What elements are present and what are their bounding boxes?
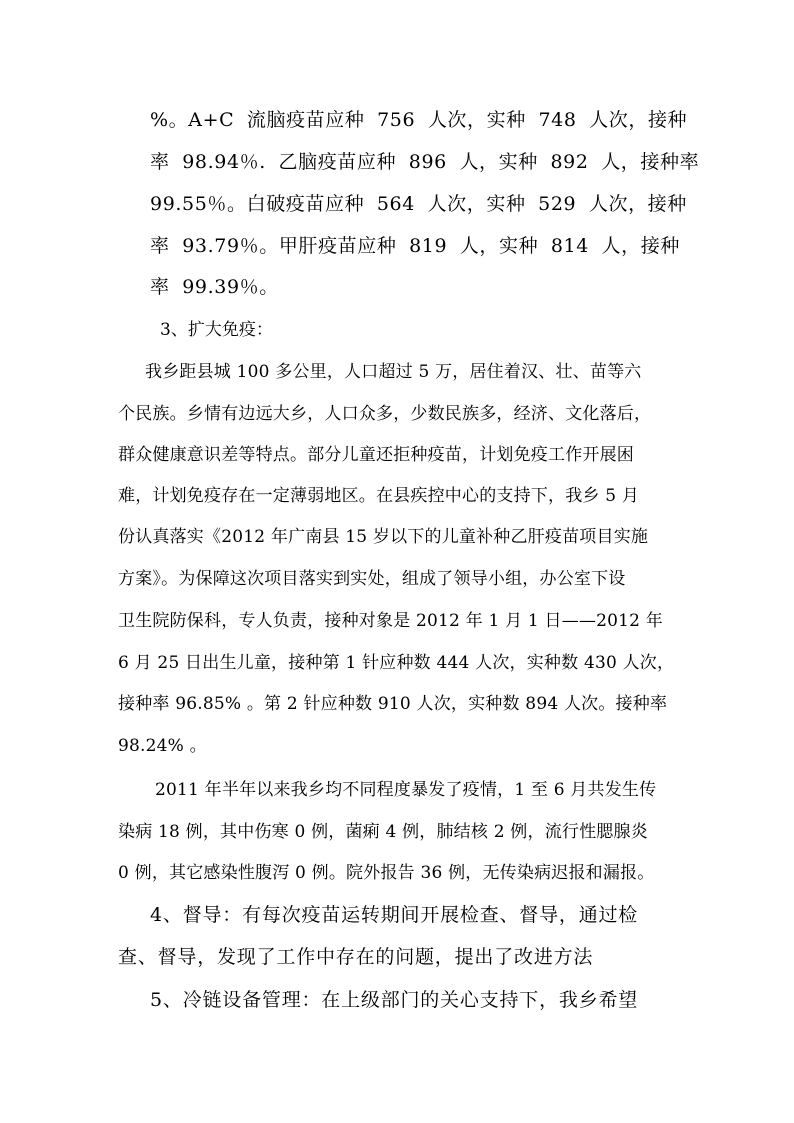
text-line: 率 99.39％。	[150, 276, 279, 298]
text-line: 群众健康意识差等特点。部分儿童还拒种疫苗，计划免疫工作开展困	[118, 445, 634, 465]
text-line: 0 例，其它感染性腹泻 0 例。院外报告 36 例，无传染病迟报和漏报。	[118, 863, 655, 883]
text-line: 率 93.79％。甲肝疫苗应种 819 人，实种 814 人，接种	[150, 235, 680, 257]
text-line: 个民族。乡情有边远大乡，人口众多，少数民族多，经济、文化落后，	[118, 404, 652, 424]
text-line: 2011 年半年以来我乡均不同程度暴发了疫情，1 至 6 月共发生传	[155, 780, 657, 800]
text-line: 难，计划免疫存在一定薄弱地区。在县疾控中心的支持下，我乡 5 月	[118, 486, 640, 506]
section-3-heading: 3、扩大免疫：	[160, 320, 273, 340]
text-line: 卫生院防保科，专人负责，接种对象是 2012 年 1 月 1 日——2012 年	[118, 611, 663, 631]
text-line: 我乡距县城 100 多公里，人口超过 5 万，居住着汉、壮、苗等六	[145, 362, 642, 382]
section-5-line: 5、冷链设备管理：在上级部门的关心支持下，我乡希望	[150, 989, 639, 1011]
text-line: %。A+C 流脑疫苗应种 756 人次，实种 748 人次，接种	[150, 109, 688, 131]
text-line: 方案》。为保障这次项目落实到实处，组成了领导小组，办公室下设	[118, 569, 626, 589]
text-line: 份认真落实《2012 年广南县 15 岁以下的儿童补种乙肝疫苗项目实施	[118, 527, 649, 547]
text-line: 98.24% 。	[118, 736, 207, 756]
text-line: 率 98.94％. 乙脑疫苗应种 896 人，实种 892 人，接种率	[150, 151, 700, 173]
text-line: 染病 18 例，其中伤寒 0 例，菌痢 4 例，肺结核 2 例，流行性腮腺炎	[118, 822, 648, 842]
section-4-line: 4、督导：有每次疫苗运转期间开展检查、督导，通过检	[150, 904, 639, 926]
section-4-line: 查、督导，发现了工作中存在的问题，提出了改进方法	[118, 946, 594, 968]
text-line: 接种率 96.85% 。第 2 针应种数 910 人次，实种数 894 人次。接种率	[118, 694, 668, 714]
text-line: 99.55％。白破疫苗应种 564 人次，实种 529 人次，接种	[150, 193, 687, 215]
text-line: 6 月 25 日出生儿童，接种第 1 针应种数 444 人次，实种数 430 人次，	[118, 653, 675, 673]
